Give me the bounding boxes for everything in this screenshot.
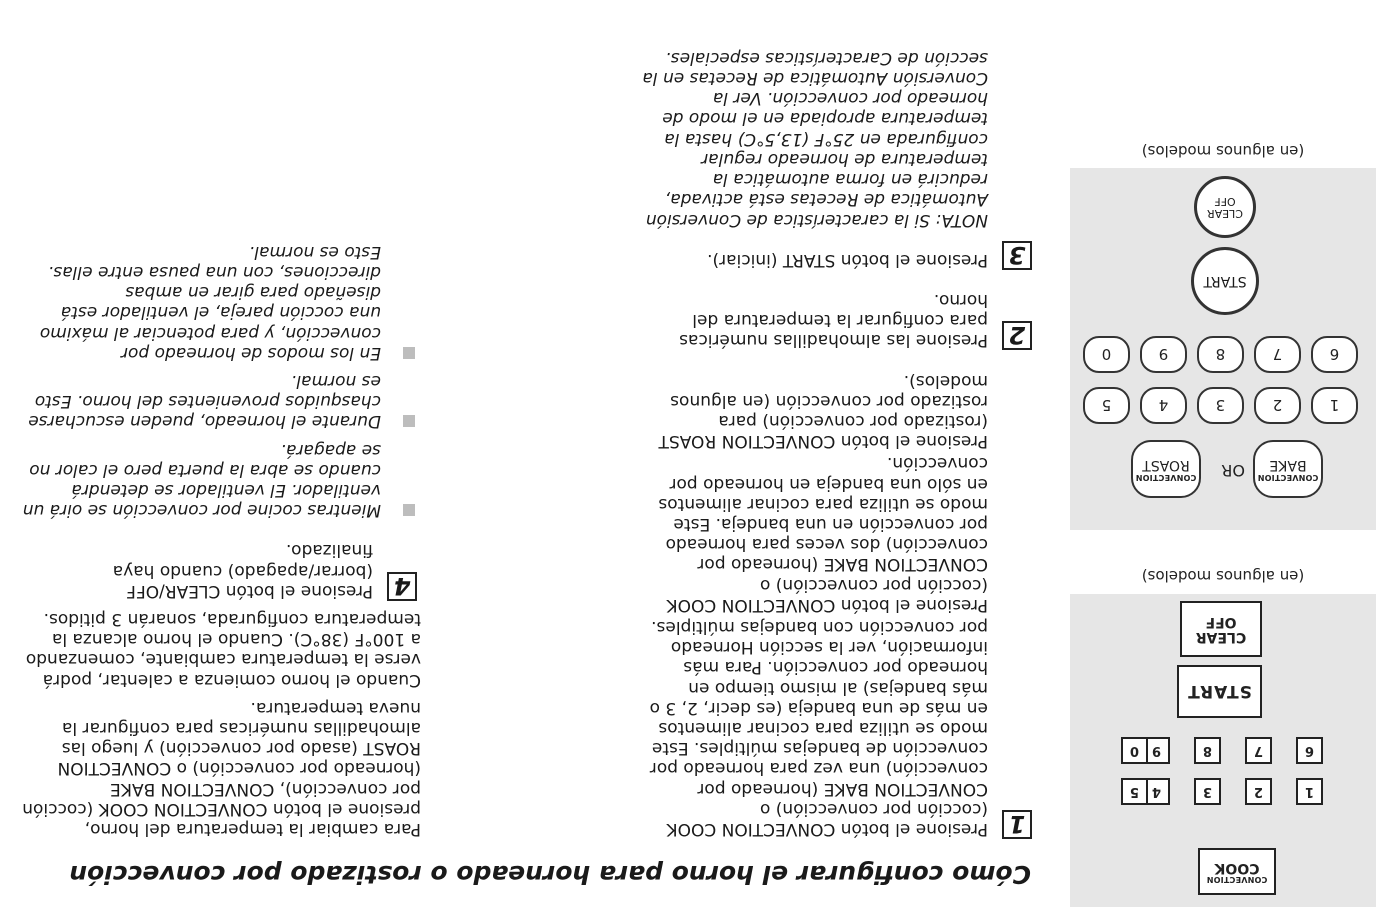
bullet-text: En los modos de horneado por convección, y para potenciar al máximo una cocción pareja, el ventilador está diseñado para girar en ambas direcciones, con una pausa entre ellas. Esto es normal. (39, 241, 381, 363)
convection-cook-label-bottom: COOK (1214, 859, 1260, 876)
step-3-number: 3 (1002, 241, 1032, 270)
panel2-caption: (en algunos modelos) (1141, 142, 1305, 160)
step-2-number: 2 (1002, 321, 1032, 350)
key-0[interactable]: 0 (1121, 737, 1148, 764)
convection-bake-button[interactable] (1253, 440, 1323, 498)
convection-bake-label-top: CONVECTION (1257, 472, 1319, 482)
key-9[interactable]: 9 (1143, 737, 1170, 764)
bullet-square-icon (403, 347, 415, 359)
key-3[interactable]: 3 (1197, 387, 1244, 424)
key-2[interactable]: 2 (1254, 387, 1301, 424)
bullet-square-icon (403, 415, 415, 427)
convection-cook-button[interactable] (1198, 848, 1276, 895)
convection-bake-label-bottom: BAKE (1269, 457, 1307, 474)
key-3[interactable]: 3 (1194, 778, 1221, 805)
keypad-panel-rounded (1070, 168, 1376, 530)
convection-roast-label-bottom: ROAST (1142, 457, 1190, 474)
off-label: OFF (1205, 614, 1237, 630)
start-button[interactable] (1177, 665, 1262, 718)
bullet-item (21, 371, 421, 432)
key-1[interactable]: 1 (1311, 387, 1358, 424)
bullet-text: Durante el horneado, pueden escucharse chasquidos provenientes del horno. Esto es normal. (28, 370, 381, 432)
bullet-text: Mientras cocine por convección se oirá un ventilador. El ventilador se detendrá cuando se abra la puerta pero el calor no se apagará. (22, 439, 381, 521)
instructions-right-column (21, 234, 421, 839)
step-4-text: Presione el botón CLEAR/OFF (borrar/apagado) cuando haya finalizado. (112, 540, 373, 601)
key-6[interactable]: 6 (1311, 336, 1358, 373)
note-paragraph: NOTA: Si la característica de Conversión Automática de Recetas está activada, reducirá en forma automática la temperatura de horneado regular configurada en 25°F (13,5°C) hasta la temperatura apropiada en el modo de horneado por convección. Ver la Conversión Automática de Recetas en la sección de Características especiales. (642, 47, 988, 230)
panel1-caption: (en algunos modelos) (1141, 567, 1305, 585)
clear-off-button[interactable] (1194, 176, 1256, 238)
key-8[interactable]: 8 (1194, 737, 1221, 764)
instructions-left-column (641, 48, 1036, 839)
convection-roast-button[interactable] (1131, 440, 1201, 498)
step-1-number: 1 (1002, 810, 1032, 839)
key-5[interactable]: 5 (1083, 387, 1130, 424)
off-label: OFF (1214, 195, 1236, 208)
step-2-text: Presione las almohadillas numéricas para configurar la temperatura del horno. (679, 289, 988, 351)
key-5[interactable]: 5 (1121, 778, 1148, 805)
step-1 (641, 370, 1036, 839)
change-temperature-paragraph: Para cambiar la temperatura del horno, presione el botón CONVECTION COOK (cocción por convección), CONVECTION BAKE (horneado por convección) o CONVECTION ROAST (asado por convección) y luego las almohadillas numéricas para configurar la nueva temperatura. (22, 697, 421, 839)
key-4[interactable]: 4 (1140, 387, 1187, 424)
step-4-number: 4 (387, 572, 417, 601)
step-1-paragraph-2: Presione el botón CONVECTION COOK (cocción por convección) o CONVECTION BAKE (horneado por convección) dos veces para horneado por convección en una bandeja. Este modo se utiliza para cocinar alimentos en sólo una bandeja en horneado por convección. (658, 453, 988, 615)
step-4 (21, 540, 421, 601)
start-button[interactable] (1191, 247, 1259, 315)
or-text: OR (1221, 461, 1245, 480)
key-6[interactable]: 6 (1296, 737, 1323, 764)
bullet-square-icon (403, 504, 415, 516)
bullet-item (21, 242, 421, 363)
key-7[interactable]: 7 (1254, 336, 1301, 373)
key-8[interactable]: 8 (1197, 336, 1244, 373)
step-3-text: Presione el botón START (iniciar). (707, 249, 988, 270)
key-0[interactable]: 0 (1083, 336, 1130, 373)
clear-label: CLEAR (1207, 206, 1243, 220)
start-label: START (1187, 681, 1252, 702)
keypad-panel-square (1070, 594, 1376, 907)
preheat-paragraph: Cuando el horno comienza a calentar, podrá verse la temperatura cambiante, comenzando a 100°F (38°C). Cuando el horno alcanza la temperatura configurada, sonarán 3 pitidos. (25, 608, 421, 690)
start-label: START (1203, 273, 1247, 290)
clear-label: CLEAR (1195, 628, 1247, 645)
page-title: Cómo configurar el horno para horneado o rostizado por convección (69, 860, 1031, 889)
key-7[interactable]: 7 (1245, 737, 1272, 764)
key-9[interactable]: 9 (1140, 336, 1187, 373)
bullet-item (21, 439, 421, 520)
step-2 (641, 290, 1036, 351)
clear-off-button[interactable] (1180, 601, 1262, 657)
key-1[interactable]: 1 (1296, 778, 1323, 805)
key-2[interactable]: 2 (1245, 778, 1272, 805)
convection-cook-label-top: CONVECTION (1206, 875, 1268, 885)
step-1-paragraph-1: Presione el botón CONVECTION COOK (cocción por convección) o CONVECTION BAKE (horneado por convección) una vez para horneado por convección de bandejas múltiples. Este modo se utiliza para cocinar alimentos en más de una bandeja (es decir, 2, 3 o más bandejas) al mismo tiempo en horneado por convección. Para más información, ver la sección Horneado por convección con bandejas múltiples. (649, 616, 988, 839)
step-3 (641, 240, 1036, 270)
step-1-paragraph-3: Presione el botón CONVECTION ROAST (rostizado por convección) para rostizado por convección (en algunos modelos). (658, 370, 988, 452)
convection-roast-label-top: CONVECTION (1135, 472, 1197, 482)
key-4[interactable]: 4 (1143, 778, 1170, 805)
